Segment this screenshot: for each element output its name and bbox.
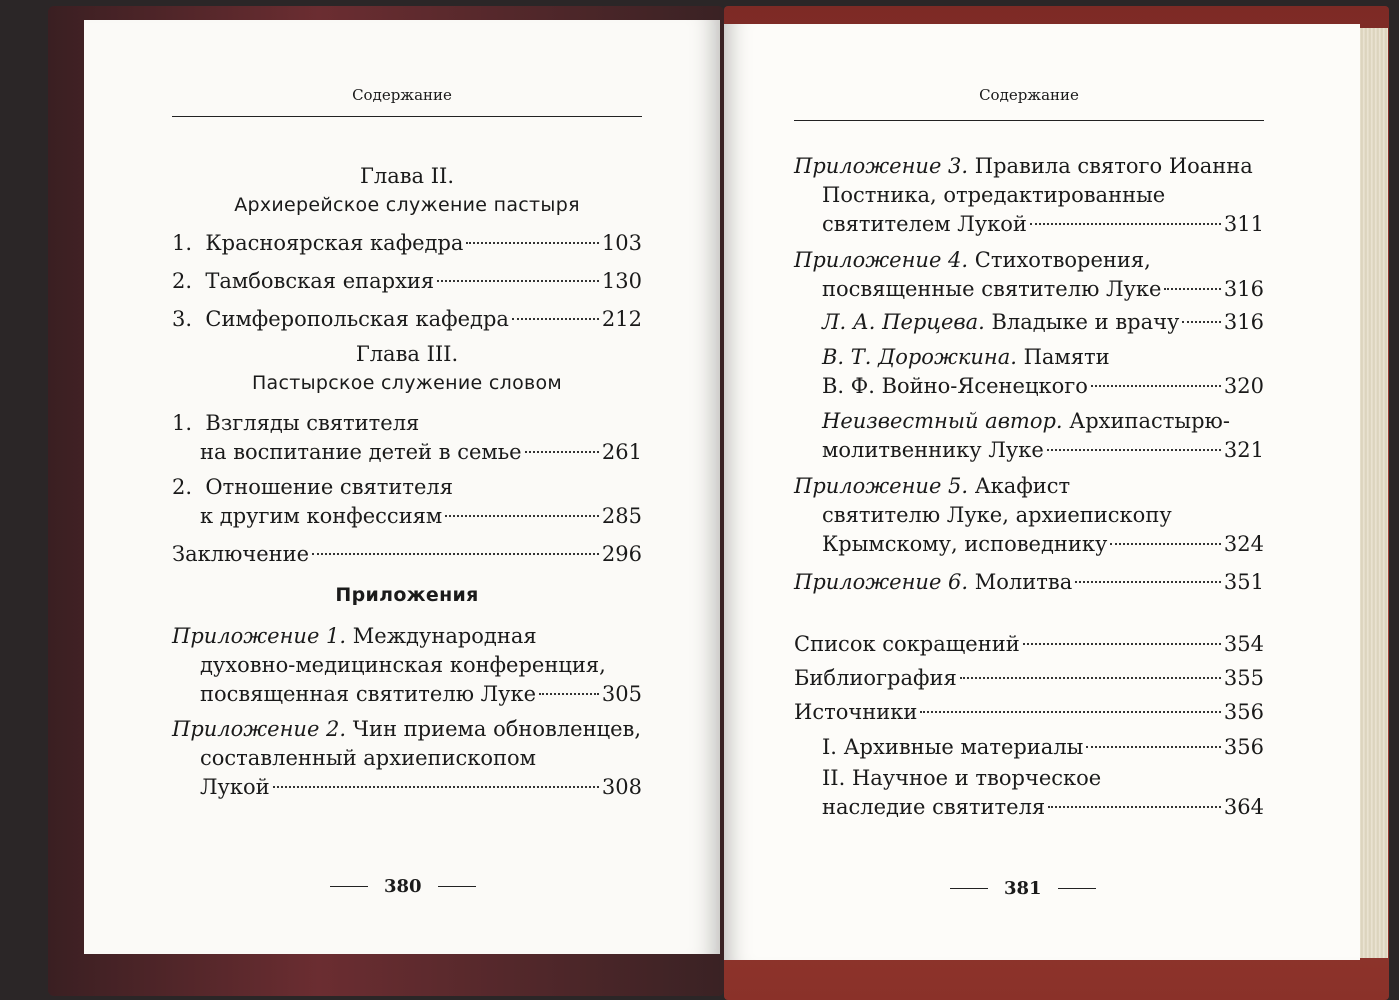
- page-number: 380: [330, 876, 476, 897]
- toc-entry: Список сокращений 354: [794, 632, 1264, 656]
- toc-entry: Приложение 2. Чин приема обновленцев, составленный архиепископом Лукой 308: [172, 717, 642, 799]
- toc-entry: I. Архивные материалы 356: [822, 735, 1264, 759]
- toc-entry: В. Т. Дорожкина. Памяти В. Ф. Войно-Ясенецкого 320: [822, 345, 1264, 398]
- toc-entry: Л. А. Перцева. Владыке и врачу 316: [822, 310, 1264, 334]
- chapter-heading: Глава II. Архиерейское служение пастыря: [234, 164, 580, 216]
- toc-entry: II. Научное и творческое наследие святителя 364: [822, 766, 1264, 819]
- toc-right: [794, 152, 1264, 822]
- appendices-heading: Приложения: [335, 584, 479, 606]
- toc-entry: Заключение 296: [172, 542, 642, 566]
- page-number: 381: [950, 878, 1096, 899]
- right-page: [724, 24, 1360, 960]
- running-head: Содержание: [979, 86, 1079, 104]
- page-edges: [1360, 28, 1388, 958]
- toc-entry: 1. Взгляды святителя на воспитание детей в семье 261: [172, 411, 642, 464]
- toc-entry: Приложение 4. Стихотворения, посвященные святителю Луке 316: [794, 248, 1264, 301]
- toc-entry: 1. Красноярская кафедра 103: [172, 231, 642, 255]
- toc-left: [172, 162, 642, 802]
- running-head: Содержание: [352, 86, 452, 104]
- toc-entry: 3. Симферопольская кафедра 212: [172, 307, 642, 331]
- left-page: [84, 20, 720, 954]
- toc-entry: Приложение 5. Акафист святителю Луке, архиепископу Крымскому, исповеднику 324: [794, 474, 1264, 556]
- toc-entry: Приложение 3. Правила святого Иоанна Постника, отредактированные святителем Лукой 311: [794, 154, 1264, 236]
- toc-entry: Приложение 1. Международная духовно-медицинская конференция, посвященная святителю Луке 305: [172, 624, 642, 706]
- chapter-heading: Глава III. Пастырское служение словом: [251, 342, 563, 394]
- header-rule: [794, 120, 1264, 121]
- toc-entry: Библиография 355: [794, 666, 1264, 690]
- toc-entry: Источники 356: [794, 700, 1264, 724]
- toc-entry: 2. Тамбовская епархия 130: [172, 269, 642, 293]
- toc-entry: 2. Отношение святителя к другим конфессиям 285: [172, 475, 642, 528]
- toc-entry: Приложение 6. Молитва 351: [794, 570, 1264, 594]
- header-rule: [172, 116, 642, 117]
- toc-entry: Неизвестный автор. Архипастырю- молитвеннику Луке 321: [822, 409, 1264, 462]
